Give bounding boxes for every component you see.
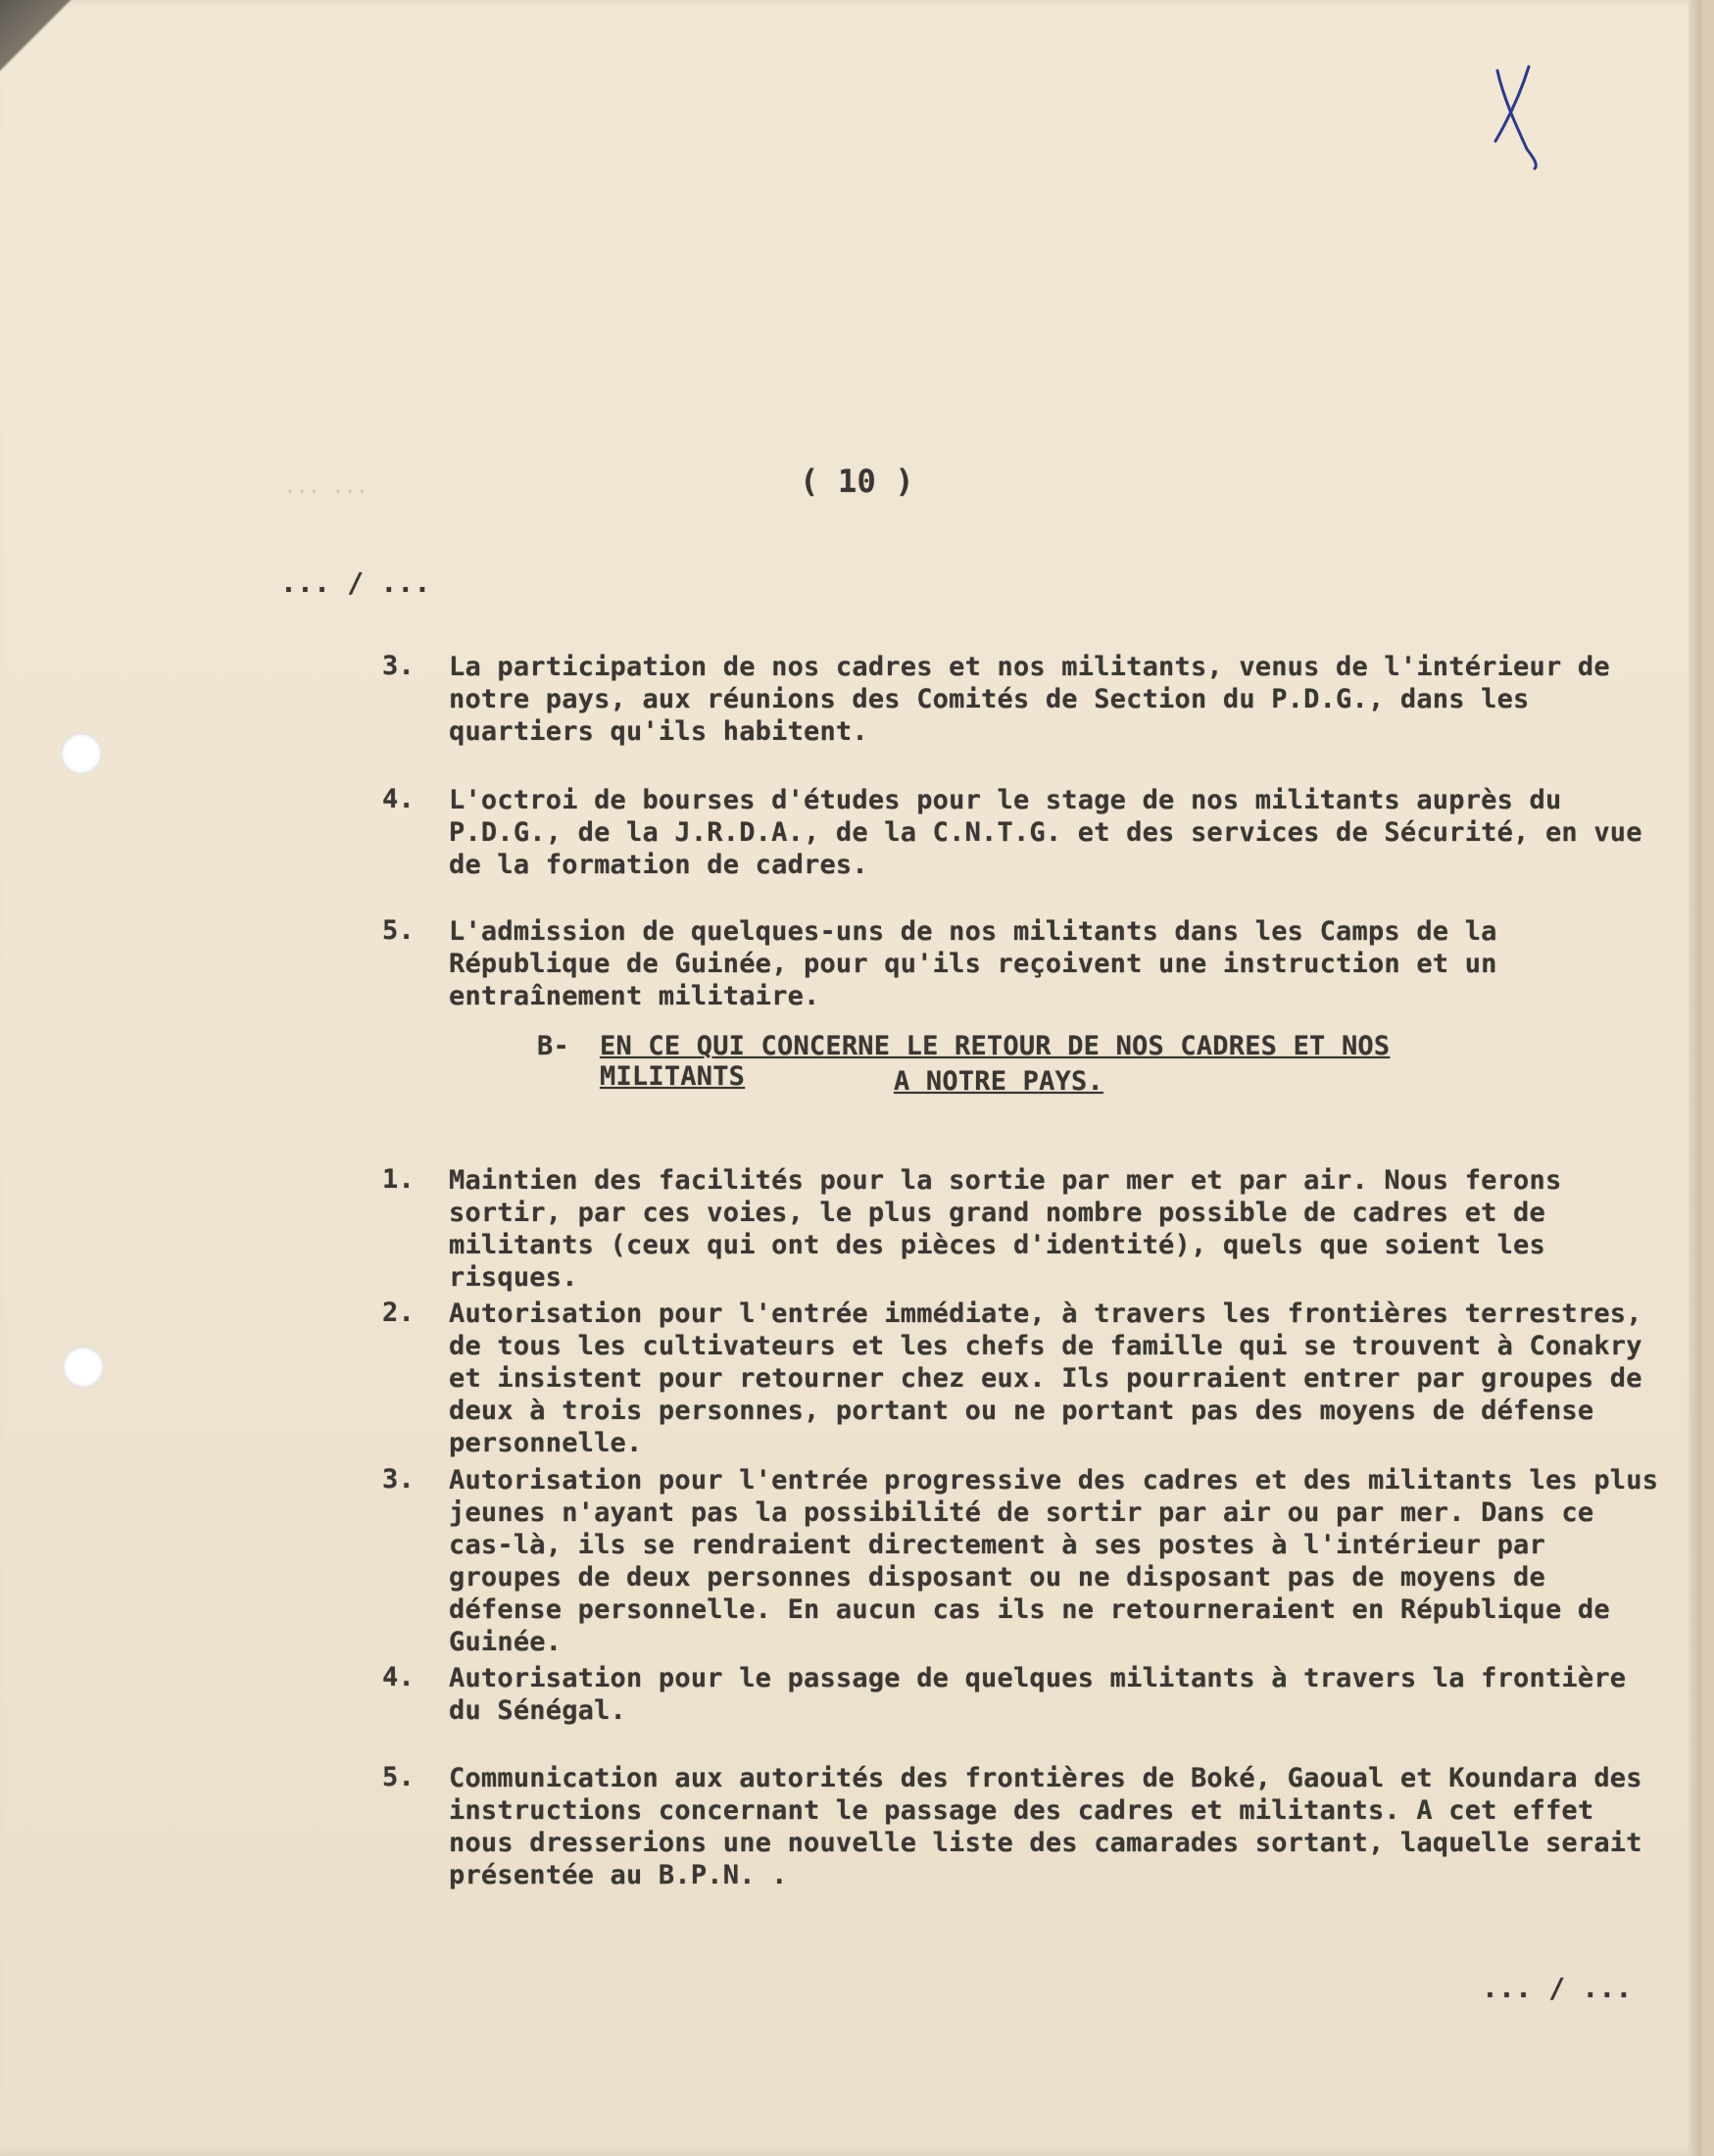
section-letter: B- xyxy=(537,1031,569,1061)
item-text: Autorisation pour l'entrée progressive des cadres et des militants les plus jeunes n'ayant pas la possibilité de sortir par air ou par mer. Dans ce cas-là, ils se rendraient directement à ses postes à l'intérieur par groupes de deux personnes disposant ou ne disposant pas de moyens de défense personnelle. En aucun cas ils ne retourneraient en République de Guinée. xyxy=(449,1465,1659,1657)
punch-hole xyxy=(63,1347,104,1388)
item-text: Maintien des facilités pour la sortie par mer et par air. Nous ferons sortir, par ces voies, le plus grand nombre possible de cadres et de militants (ceux qui ont des pièces d'identité), quels que soient les risques. xyxy=(449,1165,1562,1293)
page-edge xyxy=(1689,0,1701,2156)
item-number: 2. xyxy=(382,1298,415,1328)
item-number: 5. xyxy=(382,915,415,946)
continuation-marker-top: ... / ... xyxy=(280,566,431,599)
item-text: La participation de nos cadres et nos militants, venus de l'intérieur de notre pays, aux réunions des Comités de Section du P.D.G., dans les quartiers qu'ils habitent. xyxy=(449,652,1610,747)
item-number: 3. xyxy=(382,651,415,681)
faint-text: ... ... xyxy=(284,474,368,498)
item-number: 4. xyxy=(382,784,415,814)
page-number: ( 10 ) xyxy=(800,463,914,500)
item-number: 4. xyxy=(382,1662,415,1692)
item-text: Autorisation pour l'entrée immédiate, à travers les frontières terrestres, de tous les cultivateurs et les chefs de famille qui se trouvent à Conakry et insistent pour retourner chez eux. Ils pourraient entrer par groupes de deux à trois personnes, portant ou ne portant pas des moyens de défense personnelle. xyxy=(449,1298,1642,1458)
section-heading-line2: A NOTRE PAYS. xyxy=(894,1066,1103,1097)
item-text: L'admission de quelques-uns de nos militants dans les Camps de la République de Guinée, pour qu'ils reçoivent une instruction et un entraînement militaire. xyxy=(449,916,1497,1011)
torn-corner xyxy=(0,0,147,235)
item-text: L'octroi de bourses d'études pour le stage de nos militants auprès du P.D.G., de la J.R.D.A., de la C.N.T.G. et des services de Sécurité, en vue de la formation de cadres. xyxy=(449,785,1642,880)
item-text: Communication aux autorités des frontières de Boké, Gaoual et Koundara des instructions concernant le passage des cadres et militants. A cet effet nous dresserions une nouvelle liste des camarades sortant, laquelle serait présentée au B.P.N. . xyxy=(449,1763,1642,1890)
item-number: 1. xyxy=(382,1164,415,1195)
item-number: 5. xyxy=(382,1762,415,1792)
section-heading-line1: EN CE QUI CONCERNE LE RETOUR DE NOS CADRES ET NOS MILITANTS xyxy=(600,1031,1391,1092)
handwritten-x-mark xyxy=(1470,59,1558,176)
item-number: 3. xyxy=(382,1464,415,1494)
continuation-marker-bottom: ... / ... xyxy=(1482,1972,1633,2004)
item-text: Autorisation pour le passage de quelques militants à travers la frontière du Sénégal. xyxy=(449,1663,1627,1726)
punch-hole xyxy=(61,733,102,774)
